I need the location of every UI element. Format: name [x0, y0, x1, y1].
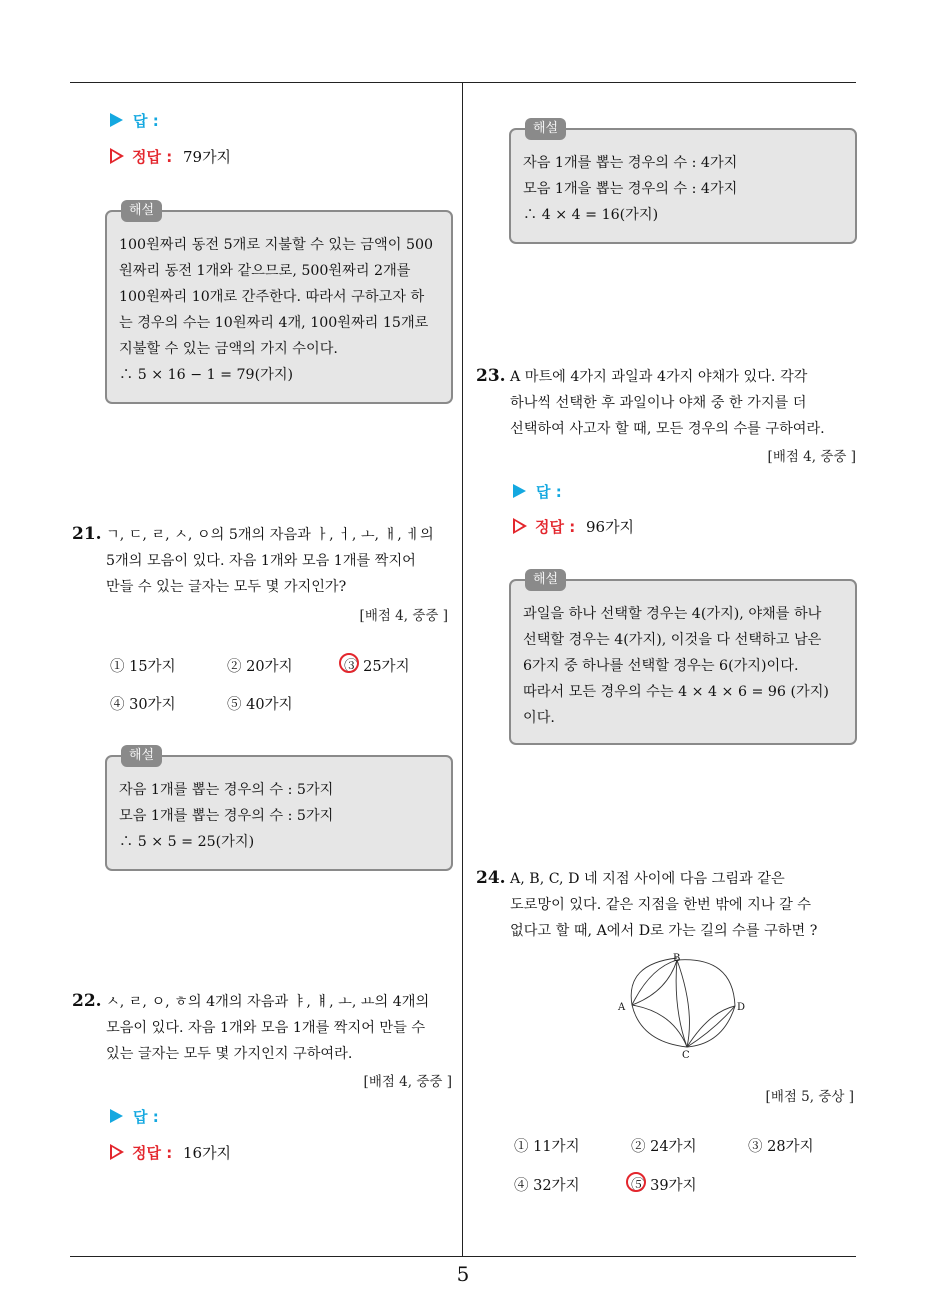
diagram-label-b: B	[673, 953, 681, 964]
explain-line: 는 경우의 수는 10원짜리 4개, 100원짜리 15개로	[119, 315, 429, 331]
diagram-label-d: D	[737, 1002, 746, 1013]
q22-correct-answer: 16가지	[182, 1144, 232, 1162]
answer-triangle-icon	[110, 113, 123, 127]
q21-option-3[interactable]: ③ 25가지	[344, 659, 410, 675]
correct-triangle-icon	[513, 518, 527, 534]
q24-points: [배점 5, 중상 ]	[765, 1089, 854, 1105]
q23-explanation-box	[509, 572, 857, 745]
q21-points: [배점 4, 중중 ]	[359, 608, 448, 624]
q22-number: 22.	[72, 991, 102, 1011]
explain-line: 따라서 모든 경우의 수는 4 × 4 × 6 = 96 (가지)	[523, 684, 829, 700]
explain-line: ∴ 4 × 4 = 16(가지)	[523, 207, 659, 223]
road-a-c-1	[632, 1005, 687, 1047]
q23-correct-line	[513, 516, 634, 537]
explain-line: 모음 1개를 뽑는 경우의 수 : 5가지	[119, 808, 334, 824]
q20-answer-line	[110, 110, 159, 131]
page-number: 5	[456, 1262, 470, 1286]
question-line: 모음이 있다. 자음 1개와 모음 1개를 짝지어 만들 수	[106, 1020, 426, 1036]
road-a-b-2	[632, 960, 677, 1005]
answer-triangle-icon	[110, 1109, 123, 1123]
explain-line: 자음 1개를 뽑는 경우의 수 : 5가지	[119, 782, 334, 798]
q22-points: [배점 4, 중중 ]	[363, 1074, 452, 1090]
q21-explanation-box	[105, 748, 453, 871]
q23-points: [배점 4, 중중 ]	[767, 449, 856, 465]
explain-line: 선택할 경우는 4(가지), 이것을 다 선택하고 남은	[523, 632, 822, 648]
q24-text	[510, 866, 860, 944]
q21-option-5[interactable]: ⑤ 40가지	[227, 697, 293, 713]
q21-selected-circle	[339, 653, 359, 673]
q20-correct-line	[110, 146, 231, 167]
q22-explanation-box	[509, 121, 857, 244]
q21-option-1[interactable]: ① 15가지	[110, 659, 176, 675]
diagram-label-c: C	[682, 1050, 690, 1060]
q20-explanation-box	[105, 203, 453, 404]
question-line: 만들 수 있는 글자는 모두 몇 가지인가?	[106, 579, 347, 595]
answer-label: 답 :	[133, 112, 159, 130]
diagram-label-a: A	[618, 1002, 626, 1013]
question-line: A 마트에 4가지 과일과 4가지 야채가 있다. 각각	[510, 369, 808, 385]
explain-line: 100원짜리 10개로 간주한다. 따라서 구하고자 하	[119, 289, 425, 305]
question-line: ㅅ, ㄹ, ㅇ, ㅎ의 4개의 자음과 ㅑ, ㅒ, ㅗ, ㅛ의 4개의	[106, 994, 430, 1010]
question-line: 하나씩 선택한 후 과일이나 야채 중 한 가지를 더	[510, 395, 807, 411]
q22-text	[106, 989, 456, 1067]
q21-text	[106, 522, 456, 600]
road-c-d-3	[687, 1006, 735, 1047]
q22-correct-line	[110, 1142, 231, 1163]
explain-line: ∴ 5 × 16 − 1 = 79(가지)	[119, 367, 294, 383]
correct-label: 정답 :	[132, 1144, 173, 1162]
question-line: 5개의 모음이 있다. 자음 1개와 모음 1개를 짝지어	[106, 553, 416, 569]
q20-correct-answer: 79가지	[182, 148, 232, 166]
explain-line: 6가지 중 하나를 선택할 경우는 6(가지)이다.	[523, 658, 799, 674]
q21-option-2[interactable]: ② 20가지	[227, 659, 293, 675]
q21-number: 21.	[72, 524, 102, 544]
answer-triangle-icon	[513, 484, 526, 498]
explanation-tag: 해설	[121, 200, 162, 222]
column-divider	[462, 82, 463, 1257]
road-a-b-1	[632, 960, 677, 1005]
correct-triangle-icon	[110, 148, 124, 164]
q23-correct-answer: 96가지	[585, 518, 635, 536]
q24-option-5[interactable]: ⑤ 39가지	[631, 1178, 697, 1194]
explanation-tag: 해설	[525, 569, 566, 591]
explain-line: 100원짜리 동전 5개로 지불할 수 있는 금액이 500	[119, 237, 434, 253]
road-b-d	[677, 960, 735, 1006]
road-c-d-2	[687, 1006, 735, 1047]
q23-text	[510, 364, 860, 442]
question-line: A, B, C, D 네 지점 사이에 다음 그림과 같은	[510, 871, 785, 887]
top-rule	[70, 82, 856, 83]
question-line: 도로망이 있다. 같은 지점을 한번 밖에 지나 갈 수	[510, 897, 811, 913]
explain-line: 지불할 수 있는 금액의 가지 수이다.	[119, 341, 338, 357]
q24-option-4[interactable]: ④ 32가지	[514, 1178, 580, 1194]
explain-line: ∴ 5 × 5 = 25(가지)	[119, 834, 255, 850]
correct-triangle-icon	[110, 1144, 124, 1160]
explanation-tag: 해설	[121, 745, 162, 767]
answer-label: 답 :	[536, 483, 562, 501]
explanation-tag: 해설	[525, 118, 566, 140]
correct-label: 정답 :	[535, 518, 576, 536]
explain-line: 원짜리 동전 1개와 같으므로, 500원짜리 2개를	[119, 263, 411, 279]
q22-answer-line	[110, 1106, 159, 1127]
bottom-rule	[70, 1256, 856, 1257]
question-line: 선택하여 사고자 할 때, 모든 경우의 수를 구하여라.	[510, 421, 825, 437]
correct-label: 정답 :	[132, 148, 173, 166]
q23-number: 23.	[476, 366, 506, 386]
road-c-d-1	[687, 1006, 735, 1047]
q24-option-3[interactable]: ③ 28가지	[748, 1139, 814, 1155]
answer-label: 답 :	[133, 1108, 159, 1126]
road-network-diagram	[615, 950, 755, 1060]
q24-selected-circle	[626, 1172, 646, 1192]
q21-option-4[interactable]: ④ 30가지	[110, 697, 176, 713]
road-a-b-outer	[631, 958, 677, 1005]
explain-line: 과일을 하나 선택할 경우는 4(가지), 야채를 하나	[523, 606, 822, 622]
question-line: ㄱ, ㄷ, ㄹ, ㅅ, ㅇ의 5개의 자음과 ㅏ, ㅓ, ㅗ, ㅐ, ㅔ의	[106, 527, 434, 543]
explain-line: 모음 1개을 뽑는 경우의 수 : 4가지	[523, 181, 738, 197]
question-line: 있는 글자는 모두 몇 가지인지 구하여라.	[106, 1046, 353, 1062]
q24-option-2[interactable]: ② 24가지	[631, 1139, 697, 1155]
explain-line: 이다.	[523, 710, 555, 726]
q24-option-1[interactable]: ① 11가지	[514, 1139, 580, 1155]
q24-number: 24.	[476, 868, 506, 888]
question-line: 없다고 할 때, A에서 D로 가는 길의 수를 구하면 ?	[510, 923, 818, 939]
q23-answer-line	[513, 481, 562, 502]
road-a-c-2	[632, 1005, 687, 1047]
explain-line: 자음 1개를 뽑는 경우의 수 : 4가지	[523, 155, 738, 171]
